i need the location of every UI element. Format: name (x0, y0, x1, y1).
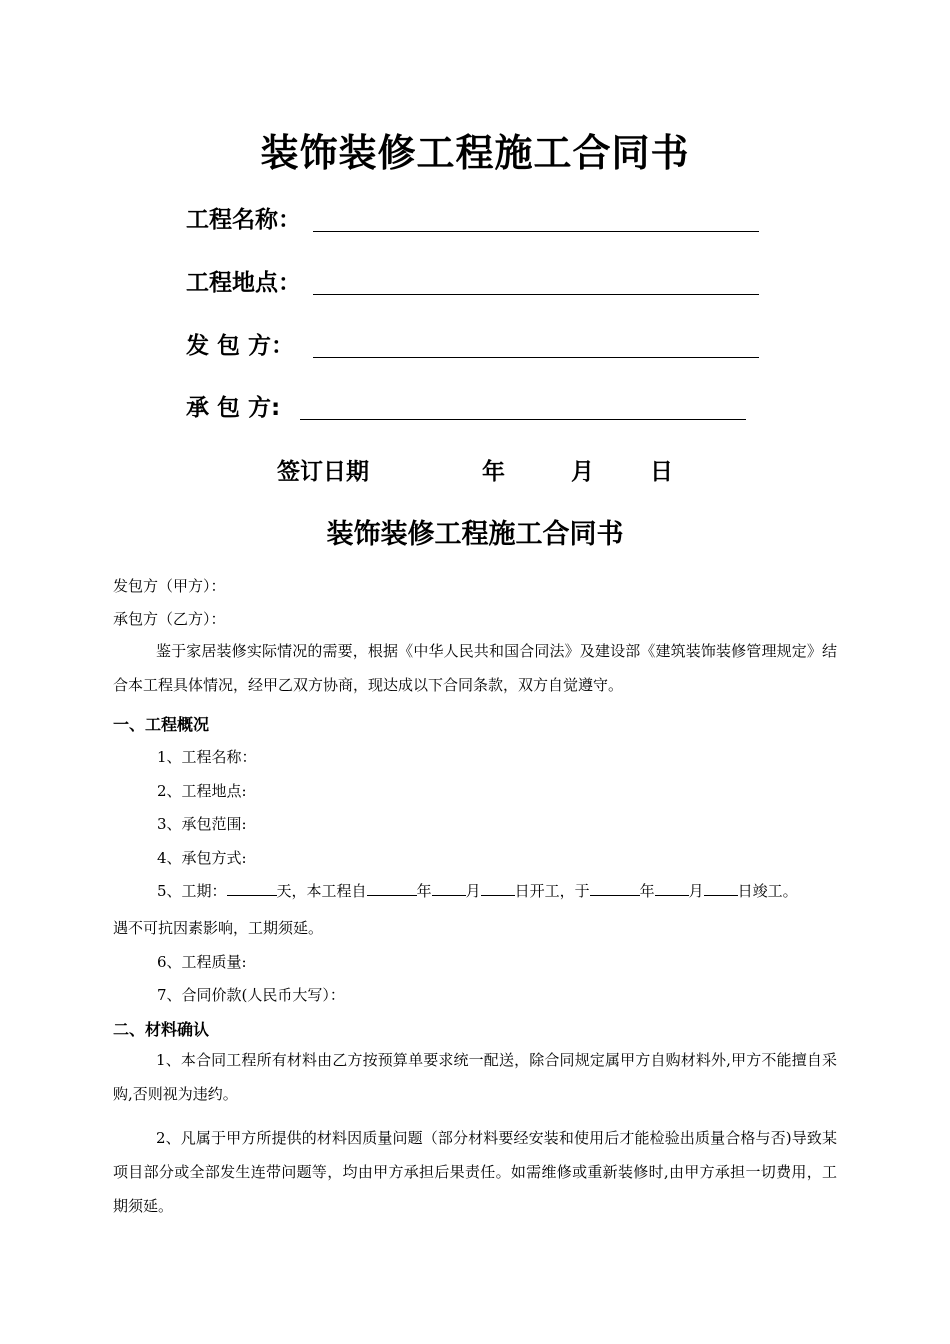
blank-start-year[interactable] (367, 881, 417, 896)
field-employer-label: 发 包 方： (186, 333, 295, 359)
sign-date-label: 签订日期 (277, 459, 369, 485)
section1-item5 (157, 880, 798, 901)
section2-para2: 2、凡属于甲方所提供的材料因质量问题（部分材料要经安装和使用后才能检验出质量合格与否)导致某项目部分或全部发生连带问题等，均由甲方承担后果责任。如需维修或重新装修时,由甲方承担一切费用，工期须延。 (113, 1129, 837, 1215)
item5-prefix: 5、工期： (157, 882, 227, 900)
blank-days[interactable] (227, 881, 277, 896)
party-a: 发包方（甲方）： (113, 577, 226, 595)
section1-item7: 7、合同价款(人民币大写）： (157, 986, 345, 1004)
blank-end-day[interactable] (704, 881, 738, 896)
sign-date-day: 日 (650, 459, 673, 485)
blank-start-month[interactable] (432, 881, 466, 896)
section1-item6: 6、工程质量: (157, 953, 247, 971)
field-project-name-label: 工程名称： (186, 207, 301, 233)
field-contractor-line[interactable] (300, 419, 746, 420)
field-contractor-label: 承 包 方: (186, 395, 281, 421)
sign-date-month: 月 (571, 459, 594, 485)
blank-start-day[interactable] (481, 881, 515, 896)
sign-date-year: 年 (482, 459, 505, 485)
section2-heading: 二、材料确认 (113, 1020, 210, 1039)
item5-days: 天，本工程自 (276, 882, 367, 900)
preamble-paragraph: 鉴于家居装修实际情况的需要，根据《中华人民共和国合同法》及建设部《建筑装饰装修管理规定》结合本工程具体情况，经甲乙双方协商，现达成以下合同条款，双方自觉遵守。 (113, 642, 837, 694)
item5-continuation: 遇不可抗因素影响，工期须延。 (113, 919, 324, 937)
item5-d1: 日开工，于 (514, 882, 590, 900)
blank-end-month[interactable] (655, 881, 689, 896)
field-project-location-label: 工程地点： (186, 270, 301, 296)
item5-y2: 年 (639, 882, 655, 900)
section1-item1: 1、工程名称： (157, 748, 257, 766)
section1-item3: 3、承包范围: (157, 815, 247, 833)
field-employer-line[interactable] (313, 357, 759, 358)
section1-heading: 一、工程概况 (113, 715, 210, 734)
section1-item4: 4、承包方式: (157, 849, 247, 867)
item5-d2: 日竣工。 (737, 882, 798, 900)
field-project-location-line[interactable] (313, 294, 759, 295)
item5-y1: 年 (416, 882, 432, 900)
party-b: 承包方（乙方）： (113, 610, 226, 628)
contract-title: 装饰装修工程施工合同书 (326, 519, 624, 550)
item5-m2: 月 (688, 882, 704, 900)
section2-para1: 1、本合同工程所有材料由乙方按预算单要求统一配送，除合同规定属甲方自购材料外,甲方不能擅自采购,否则视为违约。 (113, 1051, 837, 1103)
section1-item2: 2、工程地点: (157, 782, 247, 800)
item5-m1: 月 (465, 882, 481, 900)
field-project-name-line[interactable] (313, 231, 759, 232)
cover-title: 装饰装修工程施工合同书 (260, 131, 690, 175)
blank-end-year[interactable] (590, 881, 640, 896)
